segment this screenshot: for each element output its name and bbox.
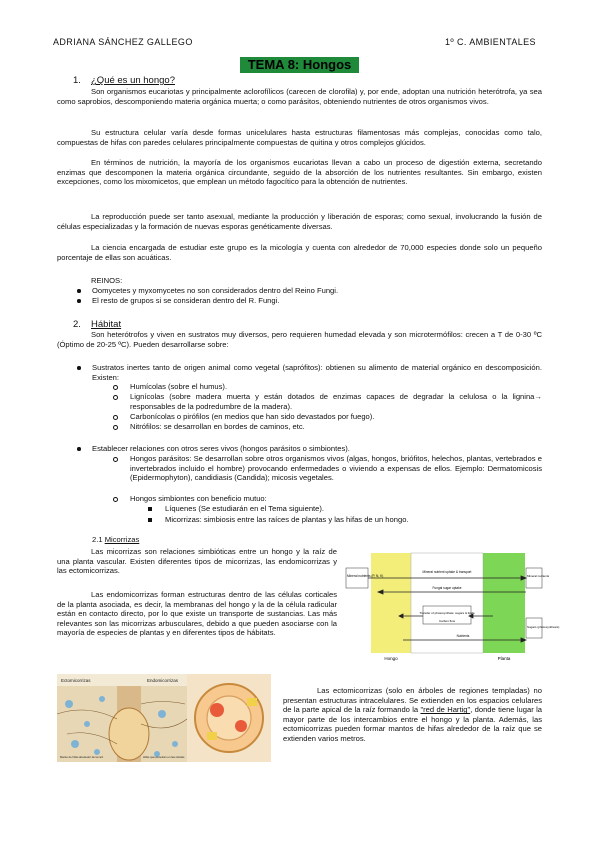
diagram-right-sugar: Sugars (photosynthesis) — [527, 625, 560, 629]
paragraph-habitat: Son heterótrofos y viven en sustratos muy diversos, pero requieren humedad elevada y son microtermófilos: crecen a T de 0-30 ºC (Óptimo de 20-25 ºC). Pueden desarrollarse sobre: — [57, 330, 542, 349]
bullet-icon — [77, 366, 81, 370]
subsection-heading — [92, 535, 139, 545]
paragraph-mycology: La ciencia encargada de estudiar este grupo es la micología y cuenta con alrededor de 70,000 especies donde solo un pequeño porcentaje de ellas son acuáticas. — [57, 243, 542, 262]
reinos-item: El resto de grupos si se consideran dentro del R. Fungi. — [92, 296, 280, 305]
square-bullet-icon — [148, 518, 152, 522]
illustration-label-ecto: Ectomicorrizas — [61, 678, 91, 683]
bullet-icon — [77, 299, 81, 303]
section-2-heading — [73, 319, 121, 330]
habitat-relations: Establecer relaciones con otros seres vivos (hongos parásitos o simbiontes). — [92, 444, 350, 453]
section-1-number: 1. — [73, 75, 81, 86]
substrate-item: Humícolas (sobre el humus). — [130, 382, 228, 391]
paragraph-reproduction: La reproducción puede ser tanto asexual, mediante la producción y liberación de esporas; como sexual, involucrando la fusión de células especializadas y la formación de nuevas esporas genéticamente diversas. — [57, 212, 542, 231]
sub-bullet-icon — [113, 425, 118, 430]
subsection-number: 2.1 — [92, 535, 103, 544]
section-2-number: 2. — [73, 319, 81, 330]
paragraph-mycorrhizae: Las micorrizas son relaciones simbióticas entre un hongo y la raíz de una planta vascular. Existen diferentes tipos de micorrizas, las endomicorrizas y las ectomicorrizas. — [57, 547, 337, 576]
paragraph-nutrition: En términos de nutrición, la mayoría de los organismos eucariotas llevan a cabo un proceso de digestión externa, secretando enzimas que descomponen la materia orgánica circundante, seguido de la absorción de los nutrientes resultantes. Sin embargo, existen excepciones, como los mixomicetos, que emplean un método fagocítico para la obtención de nutrientes. — [57, 158, 542, 187]
illustration-caption-ecto: Manto de hifas alrededor de la raíz — [60, 755, 104, 759]
section-2-title: Hábitat — [91, 319, 122, 330]
course-label: 1º C. AMBIENTALES — [445, 37, 536, 47]
habitat-inert-substrates: Sustratos inertes tanto de origen animal como vegetal (saprófitos): obtienen su alimento de material orgánico en descomposición. Existen: — [92, 363, 542, 382]
exchange-panel — [411, 553, 483, 653]
author-name: ADRIANA SÁNCHEZ GALLEGO — [53, 37, 193, 47]
section-1-title: ¿Qué es un hongo? — [91, 75, 175, 86]
hartig-net-term: "red de Hartig" — [420, 705, 471, 715]
relation-item: Hongos parásitos: Se desarrollan sobre otros organismos vivos (algas, hongos, briófitos, helechos, plantas, vertebrados e invertebrados incluido el hombre) provocando enfermedades o viviendo a expensas de ellos. Ejemplo: Dermatomicosis (Epidermophyton), candidiasis (Candida); micosis vegetales. — [130, 454, 542, 483]
symbiont-item: Líquenes (Se estudiarán en el Tema siguiente). — [165, 504, 325, 513]
illustration-label-endo: Endomicorrizas — [147, 678, 179, 683]
symbiont-item: Micorrizas: simbiosis entre las raíces de plantas y las hifas de un hongo. — [165, 515, 409, 524]
illustration-caption-endo: Hifas que penetran en las células — [143, 755, 185, 759]
sub-bullet-icon — [113, 457, 118, 462]
reinos-item: Oomycetes y myxomycetes no son considerados dentro del Reino Fungi. — [92, 286, 339, 295]
square-bullet-icon — [148, 507, 152, 511]
relation-item: Hongos simbiontes con beneficio mutuo: — [130, 494, 267, 503]
diagram-left-box: Mineral nutrients (P, N, K) — [347, 574, 384, 578]
section-1-heading — [73, 75, 175, 86]
diagram-arrow-label: Transfer of photosynthate: sugars & lipids — [419, 611, 475, 615]
diagram-arrow-label: Fungal sugar uptake — [432, 586, 462, 590]
sub-bullet-icon — [113, 395, 118, 400]
ecto-text-start: Las ectomicorrizas (solo en árboles de regiones templadas) no presentan estructuras intracelulares. Se extienden en los espacios celulares de la parte apical de la raíz formando la — [283, 686, 542, 715]
substrate-item: Carbonícolas o pirófilos (en medios que han sido devastados por fuego). — [130, 412, 375, 421]
paragraph-endomycorrhizae: Las endomicorrizas forman estructuras dentro de las células corticales de la planta asociada, es decir, la membranas del hongo y la de la célula radicular están en contacto directo, por lo que existe un transporte de sustancias. Las más relevantes son las micorrizas arbusculares, debido a que pueden asociarse con la mayoría de especies de plantas y en diferentes tipos de hábitats. — [57, 590, 337, 638]
diagram-arrow-label: Carbon flow — [438, 619, 456, 623]
diagram-arrow-label: Mineral nutrient uptake & transport — [422, 570, 472, 574]
diagram-right-top: Mineral nutrients — [527, 574, 550, 578]
plant-panel — [483, 553, 525, 653]
diagram-arrow-label: Nutrients — [456, 634, 470, 638]
ecto-text-end: , donde tiene lugar la mayor parte de los intercambios entre el hongo y la planta. Además, las ectomicorrizas pueden formar mantos de hifas alrededor de la raíz que se extienden varios metros. — [283, 705, 542, 743]
substrate-item: Nitrófilos: se desarrollan en bordes de caminos, etc. — [130, 422, 305, 431]
mycorrhizae-illustration — [57, 674, 271, 762]
reinos-label: REINOS: — [91, 276, 123, 285]
exchange-diagram — [343, 548, 560, 663]
subsection-title: Micorrizas — [104, 535, 140, 544]
substrate-item: Lignícolas (sobre madera muerta y están dotados de enzimas capaces de degradar la celulosa o la lignina→ responsables de la podredumbre de la madera). — [130, 392, 542, 411]
fungus-label: Hongo — [384, 656, 398, 661]
sub-bullet-icon — [113, 497, 118, 502]
paragraph-definition: Son organismos eucariotas y principalmente aclorofílicos (carecen de clorofila) y, por ende, adoptan una nutrición heterótrofa, ya sea como saprobios, descomponiendo materia orgánica muerta; o como parásitos, obteniendo nutrientes de otros organismos vivos. — [57, 87, 542, 106]
paragraph-ectomycorrhizae — [283, 686, 542, 744]
plant-label: Planta — [497, 656, 511, 661]
sub-bullet-icon — [113, 385, 118, 390]
page-title: TEMA 8: Hongos — [240, 57, 359, 73]
fungus-panel — [371, 553, 411, 653]
sub-bullet-icon — [113, 415, 118, 420]
bullet-icon — [77, 447, 81, 451]
bullet-icon — [77, 289, 81, 293]
paragraph-structure: Su estructura celular varía desde formas unicelulares hasta estructuras filamentosas más complejas, conocidas como talo, compuestas de hifas con paredes celulares principalmente compuestas de quitina y otros complejos glúcidos. — [57, 128, 542, 147]
